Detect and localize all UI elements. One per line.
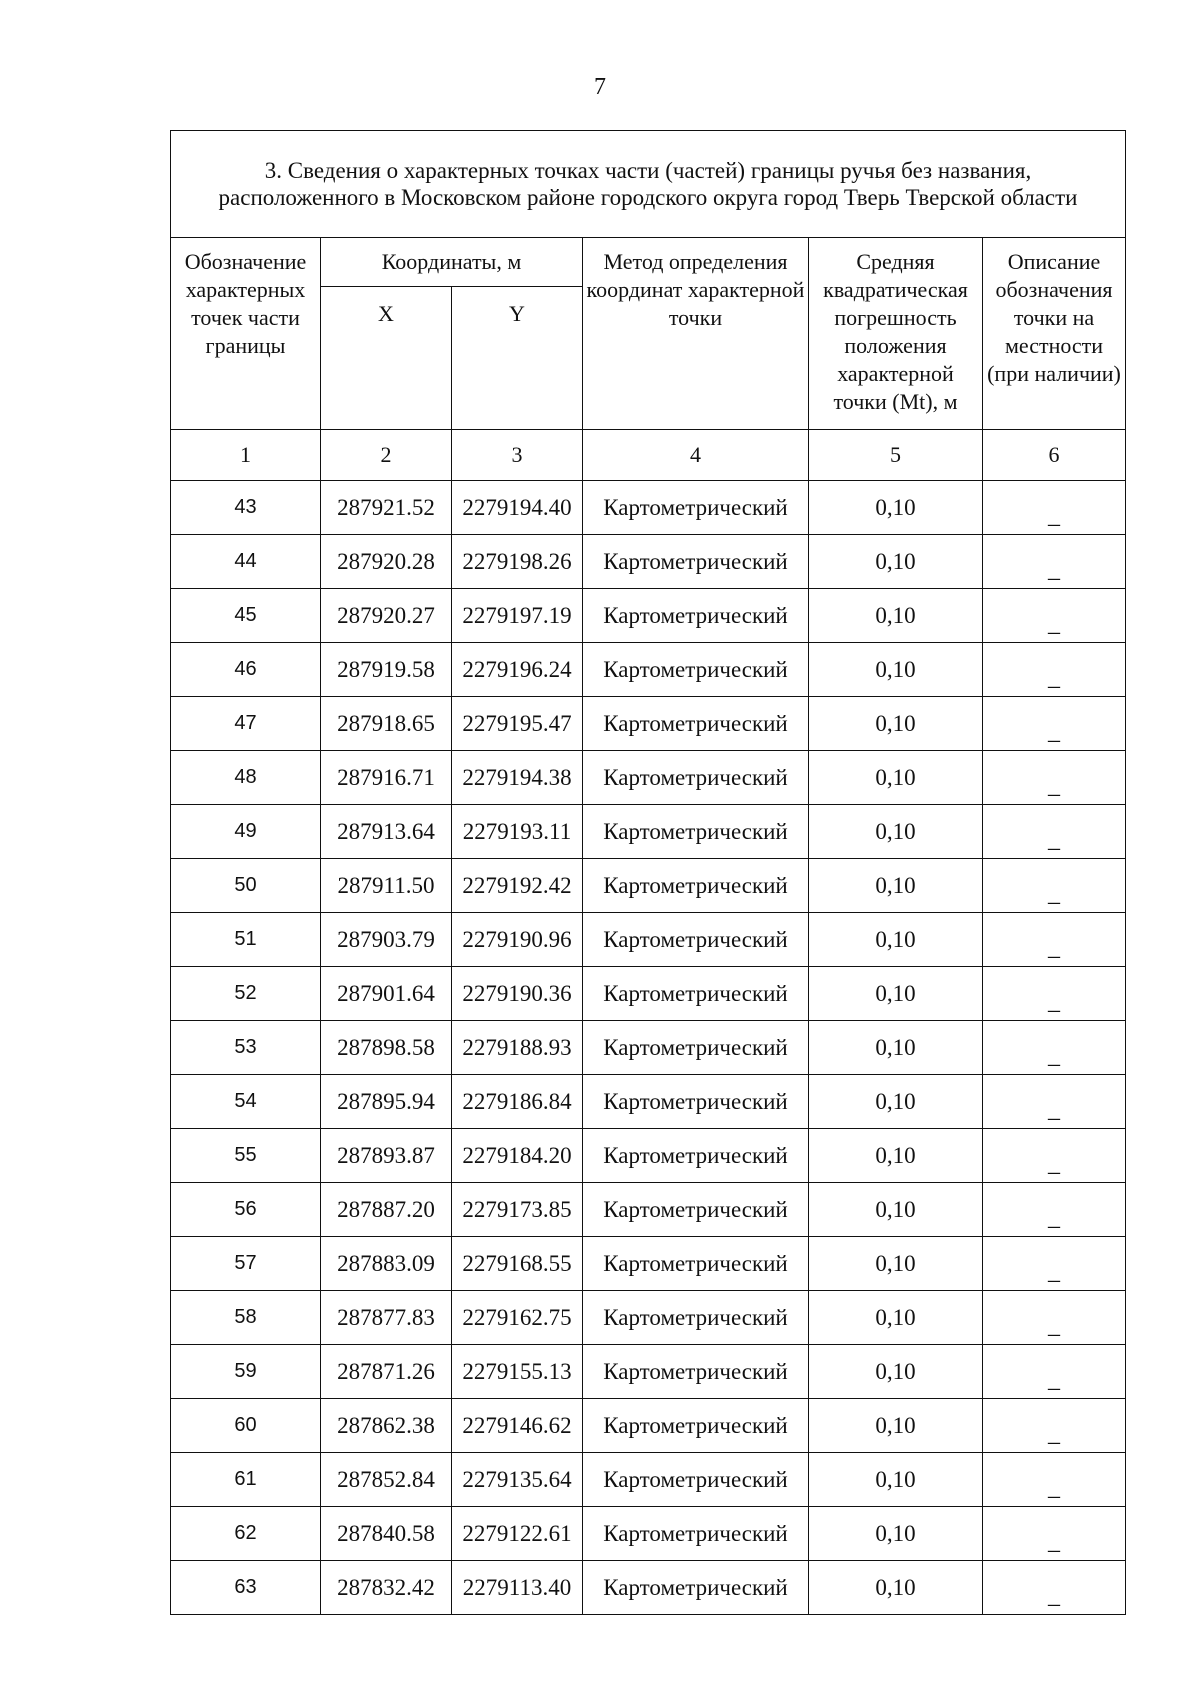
header-row-1: [171, 238, 1126, 287]
error-cell: 0,10: [809, 1075, 983, 1129]
error-cell: 0,10: [809, 1345, 983, 1399]
method-cell: Картометрический: [583, 1507, 809, 1561]
x-coordinate-cell: 287893.87: [321, 1129, 452, 1183]
error-cell: 0,10: [809, 1561, 983, 1615]
table-row: [171, 913, 1126, 967]
error-cell: 0,10: [809, 967, 983, 1021]
error-cell: 0,10: [809, 1507, 983, 1561]
table-row: [171, 1237, 1126, 1291]
table-row: [171, 1021, 1126, 1075]
table-row: [171, 589, 1126, 643]
y-coordinate-cell: 2279194.40: [452, 481, 583, 535]
error-cell: 0,10: [809, 1129, 983, 1183]
boundary-points-table: [170, 130, 1126, 1615]
table-title: 3. Сведения о характерных точках части (частей) границы ручья без названия, расположенного в Московском районе городского округа город Тверь Тверской области: [171, 131, 1126, 238]
y-coordinate-cell: 2279196.24: [452, 643, 583, 697]
method-cell: Картометрический: [583, 967, 809, 1021]
x-coordinate-cell: 287832.42: [321, 1561, 452, 1615]
method-cell: Картометрический: [583, 1399, 809, 1453]
y-coordinate-cell: 2279198.26: [452, 535, 583, 589]
x-coordinate-cell: 287887.20: [321, 1183, 452, 1237]
y-coordinate-cell: 2279162.75: [452, 1291, 583, 1345]
point-cell: 43: [171, 481, 321, 535]
description-cell: _: [983, 859, 1126, 913]
y-coordinate-cell: 2279194.38: [452, 751, 583, 805]
x-coordinate-cell: 287840.58: [321, 1507, 452, 1561]
method-cell: Картометрический: [583, 859, 809, 913]
x-coordinate-cell: 287913.64: [321, 805, 452, 859]
y-coordinate-cell: 2279135.64: [452, 1453, 583, 1507]
method-cell: Картометрический: [583, 643, 809, 697]
point-cell: 52: [171, 967, 321, 1021]
point-cell: 44: [171, 535, 321, 589]
x-coordinate-cell: 287918.65: [321, 697, 452, 751]
description-cell: _: [983, 913, 1126, 967]
table-row: [171, 1453, 1126, 1507]
error-cell: 0,10: [809, 535, 983, 589]
x-coordinate-cell: 287903.79: [321, 913, 452, 967]
error-cell: 0,10: [809, 751, 983, 805]
y-coordinate-cell: 2279155.13: [452, 1345, 583, 1399]
table-row: [171, 643, 1126, 697]
x-coordinate-cell: 287877.83: [321, 1291, 452, 1345]
description-cell: _: [983, 481, 1126, 535]
point-cell: 63: [171, 1561, 321, 1615]
table-row: [171, 1507, 1126, 1561]
y-coordinate-cell: 2279186.84: [452, 1075, 583, 1129]
y-coordinate-cell: 2279113.40: [452, 1561, 583, 1615]
table-title-row: [171, 131, 1126, 238]
method-cell: Картометрический: [583, 481, 809, 535]
table-row: [171, 1345, 1126, 1399]
error-cell: 0,10: [809, 859, 983, 913]
description-cell: _: [983, 1453, 1126, 1507]
header-coords: Координаты, м: [321, 238, 583, 287]
y-coordinate-cell: 2279190.96: [452, 913, 583, 967]
x-coordinate-cell: 287898.58: [321, 1021, 452, 1075]
y-coordinate-cell: 2279190.36: [452, 967, 583, 1021]
error-cell: 0,10: [809, 697, 983, 751]
error-cell: 0,10: [809, 1183, 983, 1237]
method-cell: Картометрический: [583, 1453, 809, 1507]
header-point: Обозначение характерных точек части границы: [171, 238, 321, 430]
error-cell: 0,10: [809, 1453, 983, 1507]
description-cell: _: [983, 697, 1126, 751]
description-cell: _: [983, 967, 1126, 1021]
description-cell: _: [983, 1507, 1126, 1561]
table-row: [171, 697, 1126, 751]
header-method: Метод определения координат характерной точки: [583, 238, 809, 430]
point-cell: 48: [171, 751, 321, 805]
method-cell: Картометрический: [583, 913, 809, 967]
description-cell: _: [983, 1075, 1126, 1129]
description-cell: _: [983, 1399, 1126, 1453]
table-row: [171, 967, 1126, 1021]
table-row: [171, 1399, 1126, 1453]
page-number: 7: [594, 74, 606, 100]
point-cell: 60: [171, 1399, 321, 1453]
column-number: 5: [809, 430, 983, 481]
error-cell: 0,10: [809, 589, 983, 643]
header-x: X: [321, 287, 452, 430]
error-cell: 0,10: [809, 805, 983, 859]
method-cell: Картометрический: [583, 1237, 809, 1291]
y-coordinate-cell: 2279168.55: [452, 1237, 583, 1291]
method-cell: Картометрический: [583, 535, 809, 589]
description-cell: _: [983, 1021, 1126, 1075]
table-row: [171, 859, 1126, 913]
point-cell: 55: [171, 1129, 321, 1183]
method-cell: Картометрический: [583, 1021, 809, 1075]
point-cell: 51: [171, 913, 321, 967]
method-cell: Картометрический: [583, 1183, 809, 1237]
y-coordinate-cell: 2279195.47: [452, 697, 583, 751]
description-cell: _: [983, 1291, 1126, 1345]
table-row: [171, 805, 1126, 859]
x-coordinate-cell: 287916.71: [321, 751, 452, 805]
y-coordinate-cell: 2279192.42: [452, 859, 583, 913]
table-row: [171, 1561, 1126, 1615]
error-cell: 0,10: [809, 1291, 983, 1345]
y-coordinate-cell: 2279197.19: [452, 589, 583, 643]
x-coordinate-cell: 287920.28: [321, 535, 452, 589]
point-cell: 56: [171, 1183, 321, 1237]
x-coordinate-cell: 287919.58: [321, 643, 452, 697]
error-cell: 0,10: [809, 1021, 983, 1075]
point-cell: 59: [171, 1345, 321, 1399]
table-row: [171, 481, 1126, 535]
description-cell: _: [983, 1561, 1126, 1615]
method-cell: Картометрический: [583, 1129, 809, 1183]
y-coordinate-cell: 2279188.93: [452, 1021, 583, 1075]
point-cell: 47: [171, 697, 321, 751]
header-description: Описание обозначения точки на местности (при наличии): [983, 238, 1126, 430]
method-cell: Картометрический: [583, 1075, 809, 1129]
description-cell: _: [983, 535, 1126, 589]
description-cell: _: [983, 1129, 1126, 1183]
x-coordinate-cell: 287895.94: [321, 1075, 452, 1129]
y-coordinate-cell: 2279184.20: [452, 1129, 583, 1183]
x-coordinate-cell: 287920.27: [321, 589, 452, 643]
description-cell: _: [983, 805, 1126, 859]
column-number: 3: [452, 430, 583, 481]
method-cell: Картометрический: [583, 1291, 809, 1345]
point-cell: 61: [171, 1453, 321, 1507]
point-cell: 53: [171, 1021, 321, 1075]
column-number: 2: [321, 430, 452, 481]
method-cell: Картометрический: [583, 697, 809, 751]
point-cell: 49: [171, 805, 321, 859]
table-row: [171, 535, 1126, 589]
error-cell: 0,10: [809, 913, 983, 967]
column-number: 4: [583, 430, 809, 481]
y-coordinate-cell: 2279122.61: [452, 1507, 583, 1561]
description-cell: _: [983, 589, 1126, 643]
x-coordinate-cell: 287901.64: [321, 967, 452, 1021]
method-cell: Картометрический: [583, 1345, 809, 1399]
point-cell: 50: [171, 859, 321, 913]
point-cell: 45: [171, 589, 321, 643]
description-cell: _: [983, 751, 1126, 805]
x-coordinate-cell: 287862.38: [321, 1399, 452, 1453]
description-cell: _: [983, 1237, 1126, 1291]
error-cell: 0,10: [809, 643, 983, 697]
column-number: 6: [983, 430, 1126, 481]
method-cell: Картометрический: [583, 1561, 809, 1615]
error-cell: 0,10: [809, 1399, 983, 1453]
column-number-row: [171, 430, 1126, 481]
description-cell: _: [983, 1345, 1126, 1399]
table-row: [171, 751, 1126, 805]
error-cell: 0,10: [809, 1237, 983, 1291]
point-cell: 46: [171, 643, 321, 697]
point-cell: 58: [171, 1291, 321, 1345]
y-coordinate-cell: 2279193.11: [452, 805, 583, 859]
description-cell: _: [983, 1183, 1126, 1237]
point-cell: 62: [171, 1507, 321, 1561]
method-cell: Картометрический: [583, 805, 809, 859]
y-coordinate-cell: 2279173.85: [452, 1183, 583, 1237]
y-coordinate-cell: 2279146.62: [452, 1399, 583, 1453]
column-number: 1: [171, 430, 321, 481]
description-cell: _: [983, 643, 1126, 697]
method-cell: Картометрический: [583, 589, 809, 643]
x-coordinate-cell: 287911.50: [321, 859, 452, 913]
table-row: [171, 1291, 1126, 1345]
error-cell: 0,10: [809, 481, 983, 535]
x-coordinate-cell: 287871.26: [321, 1345, 452, 1399]
point-cell: 57: [171, 1237, 321, 1291]
x-coordinate-cell: 287852.84: [321, 1453, 452, 1507]
table-row: [171, 1075, 1126, 1129]
method-cell: Картометрический: [583, 751, 809, 805]
header-y: Y: [452, 287, 583, 430]
x-coordinate-cell: 287921.52: [321, 481, 452, 535]
x-coordinate-cell: 287883.09: [321, 1237, 452, 1291]
table-row: [171, 1183, 1126, 1237]
table-row: [171, 1129, 1126, 1183]
header-error: Средняя квадратическая погрешность положения характерной точки (Mt), м: [809, 238, 983, 430]
point-cell: 54: [171, 1075, 321, 1129]
